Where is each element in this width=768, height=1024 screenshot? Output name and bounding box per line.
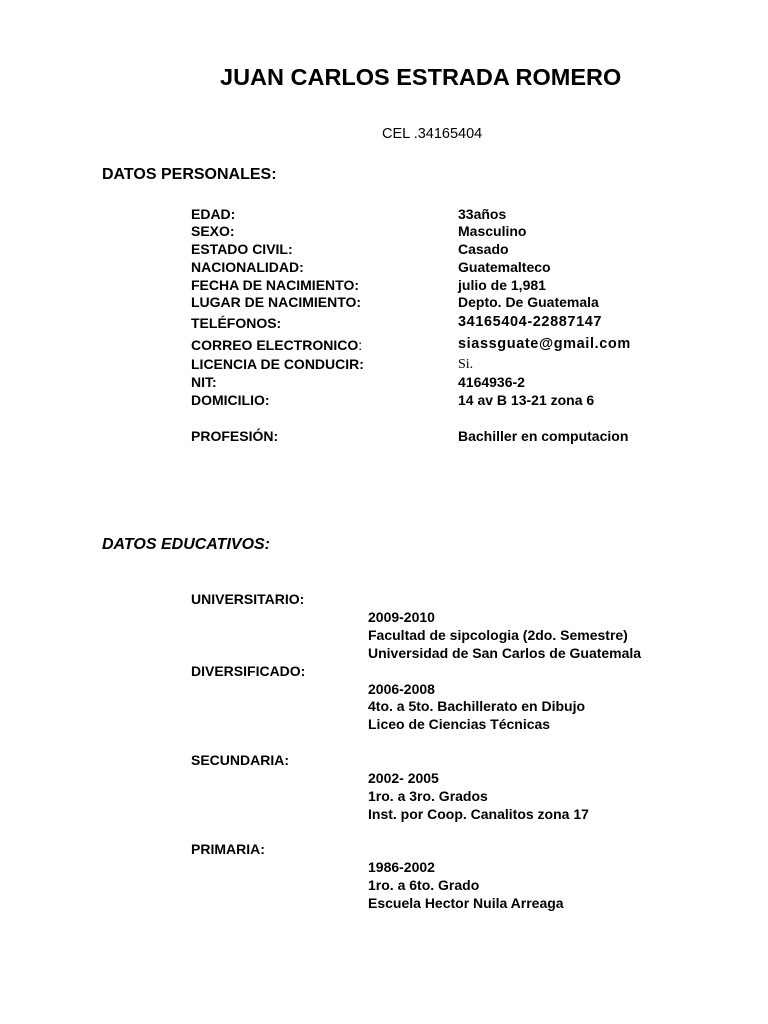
edu-diversificado-program: 4to. a 5to. Bachillerato en Dibujo bbox=[368, 698, 586, 714]
edu-universitario-years: 2009-2010 bbox=[368, 609, 435, 625]
edu-label-secundaria: SECUNDARIA: bbox=[191, 752, 289, 768]
value-estado-civil: Casado bbox=[458, 241, 509, 257]
label-licencia: LICENCIA DE CONDUCIR: bbox=[191, 356, 364, 372]
value-profesion: Bachiller en computacion bbox=[458, 428, 629, 444]
value-licencia: Si. bbox=[458, 357, 474, 372]
label-correo bbox=[191, 337, 362, 355]
label-estado-civil: ESTADO CIVIL: bbox=[191, 241, 293, 257]
edu-secundaria-years: 2002- 2005 bbox=[368, 770, 439, 786]
section-title-personal: DATOS PERSONALES: bbox=[102, 166, 277, 183]
label-domicilio: DOMICILIO: bbox=[191, 392, 270, 408]
label-nit: NIT: bbox=[191, 374, 217, 390]
edu-diversificado-school: Liceo de Ciencias Técnicas bbox=[368, 716, 551, 732]
label-lugar-nacimiento: LUGAR DE NACIMIENTO: bbox=[191, 294, 362, 310]
value-lugar-nacimiento: Depto. De Guatemala bbox=[458, 294, 599, 310]
value-domicilio: 14 av B 13-21 zona 6 bbox=[458, 392, 595, 408]
resume-name: JUAN CARLOS ESTRADA ROMERO bbox=[220, 64, 622, 90]
value-correo: siassguate@gmail.com bbox=[458, 336, 631, 352]
section-title-education: DATOS EDUCATIVOS: bbox=[102, 536, 271, 553]
value-sexo: Masculino bbox=[458, 223, 527, 239]
value-nacionalidad: Guatemalteco bbox=[458, 259, 551, 275]
label-fecha-nacimiento: FECHA DE NACIMIENTO: bbox=[191, 277, 359, 293]
label-correo-colon: : bbox=[358, 337, 363, 353]
label-profesion: PROFESIÓN: bbox=[191, 428, 279, 444]
edu-secundaria-program: 1ro. a 3ro. Grados bbox=[368, 788, 488, 804]
value-fecha-nacimiento: julio de 1,981 bbox=[458, 277, 546, 293]
edu-label-diversificado: DIVERSIFICADO: bbox=[191, 663, 306, 679]
edu-primaria-program: 1ro. a 6to. Grado bbox=[368, 877, 480, 893]
edu-secundaria-school: Inst. por Coop. Canalitos zona 17 bbox=[368, 806, 589, 822]
edu-primaria-years: 1986-2002 bbox=[368, 859, 435, 875]
label-correo-text: CORREO ELECTRONICO bbox=[191, 337, 359, 353]
label-sexo: SEXO: bbox=[191, 223, 235, 239]
label-edad: EDAD: bbox=[191, 206, 236, 222]
edu-diversificado-years: 2006-2008 bbox=[368, 681, 435, 697]
label-nacionalidad: NACIONALIDAD: bbox=[191, 259, 304, 275]
edu-universitario-program: Facultad de sipcologia (2do. Semestre) bbox=[368, 627, 628, 643]
value-telefonos: 34165404-22887147 bbox=[458, 314, 603, 330]
edu-label-universitario: UNIVERSITARIO: bbox=[191, 591, 305, 607]
label-telefonos: TELÉFONOS: bbox=[191, 315, 282, 331]
edu-primaria-school: Escuela Hector Nuila Arreaga bbox=[368, 895, 564, 911]
edu-label-primaria: PRIMARIA: bbox=[191, 841, 265, 857]
edu-universitario-school: Universidad de San Carlos de Guatemala bbox=[368, 645, 642, 661]
value-nit: 4164936-2 bbox=[458, 374, 525, 390]
cellphone: CEL .34165404 bbox=[382, 126, 483, 142]
value-edad: 33años bbox=[458, 206, 507, 222]
